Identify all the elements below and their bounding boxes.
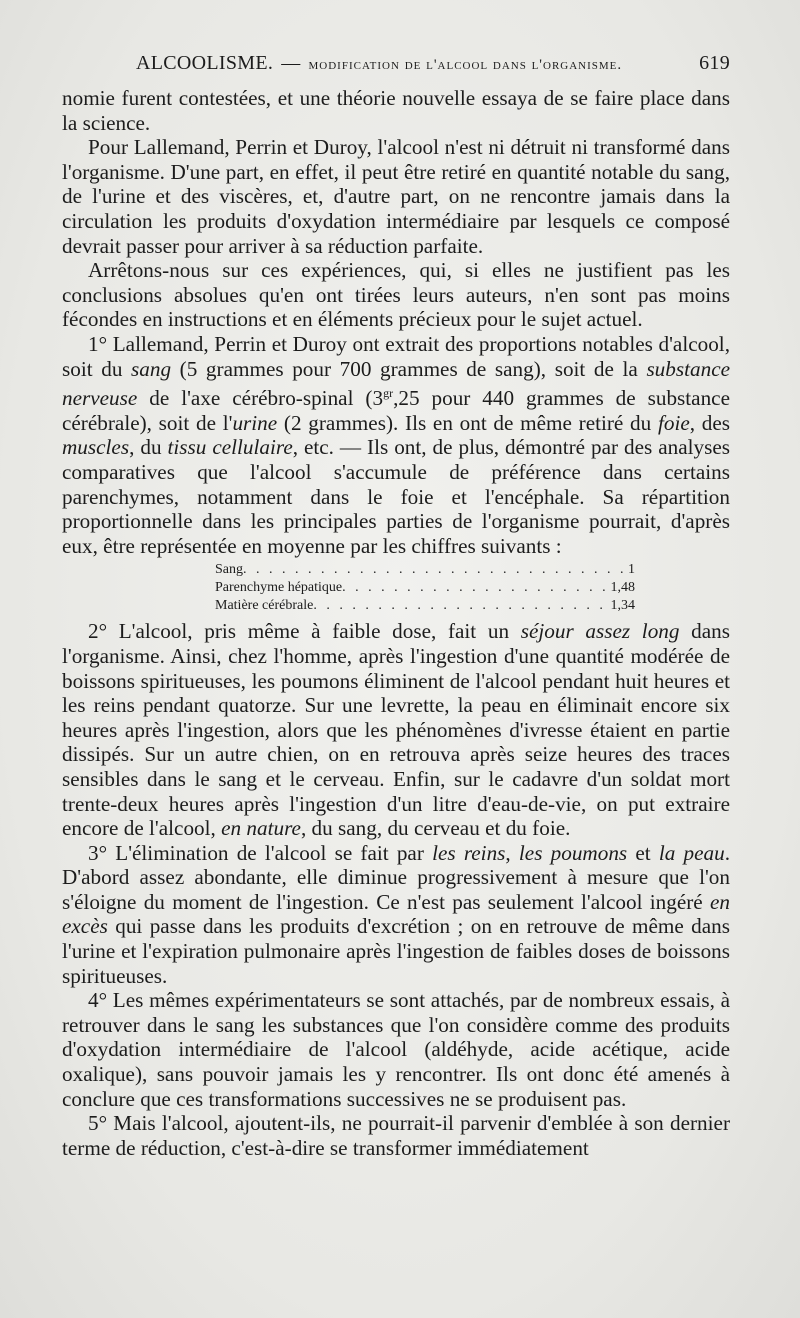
- emphasis-tissu-cellulaire: tissu cellulaire: [167, 435, 293, 460]
- paragraph-5-text: dans l'organisme. Ainsi, chez l'homme, après l'ingestion d'une quantité modérée de boissons spiritueuses, les poumons éliminent de l'alcool pendant huit heures et les reins pendant quatorze. Sur une levrette, la peau en éliminait encore six heures après l'ingestion, alors que les phénomènes d'ivresse étaient en partie dissipés. Sur un autre chien, on en retrouva après seize heures des traces sensibles dans le sang et le cerveau. Enfin, sur le cadavre d'un soldat mort trente-deux heures après l'ingestion d'un litre d'eau-de-vie, on put extraire encore de l'alcool,: [62, 619, 730, 841]
- table-row: [215, 561, 635, 579]
- paragraph-4-text: (2 grammes). Ils en ont de même retiré du: [277, 410, 658, 435]
- distribution-table: [62, 561, 730, 615]
- paragraph-4-text: , etc. — Ils ont, de plus, démontré par des analyses comparatives que l'alcool s'accumule de préférence dans certains parenchymes, notamment dans le foie et l'encéphale. Sa répartition proportionnelle dans les principales parties de l'organisme pourrait, d'après eux, être représentée en moyenne par les chiffres suivants :: [62, 435, 731, 558]
- paragraph-4-text: , du: [129, 435, 168, 460]
- running-header: [62, 52, 730, 84]
- paragraph-7: 4° Les mêmes expérimentateurs se sont attachés, par de nombreux essais, à retrouver dans le sang les substances que l'on considère comme des produits d'oxydation intermédiaire de l'alcool (aldéhyde, acide acétique, acide oxalique), sans pouvoir jamais les y rencontrer. Ils ont donc été amenés à conclure que ces transformations successives ne se produisent pas.: [62, 988, 730, 1111]
- leader-dots: [243, 561, 624, 579]
- paragraph-3: Arrêtons-nous sur ces expériences, qui, si elles ne justifient pas les conclusions absolues qu'en ont tirées leurs auteurs, n'en sont pas moins fécondes en instructions et en éléments précieux pour le sujet actuel.: [62, 258, 730, 332]
- body-text: [62, 86, 730, 1160]
- paragraph-6: [62, 841, 730, 989]
- paragraph-4-text: de l'axe cérébro-spinal (3: [137, 386, 384, 411]
- emphasis-peau: la peau: [658, 840, 725, 865]
- emphasis-foie: foie: [657, 410, 690, 435]
- paragraph-5-text: 2° L'alcool, pris même à faible dose, fait un: [88, 619, 521, 644]
- paragraph-4: [62, 332, 730, 558]
- header-subtitle: modification de l'alcool dans l'organisme.: [308, 57, 623, 73]
- paragraph-4-text: , des: [689, 410, 731, 435]
- paragraph-8: 5° Mais l'alcool, ajoutent-ils, ne pourrait-il parvenir d'emblée à son dernier terme de réduction, c'est-à-dire se transformer immédiatement: [62, 1111, 730, 1160]
- emphasis-muscles: muscles: [62, 435, 130, 460]
- paragraph-6-text: ,: [505, 840, 519, 865]
- emphasis-en-exces: en excès: [62, 889, 730, 939]
- paragraph-2: Pour Lallemand, Perrin et Duroy, l'alcool n'est ni détruit ni transformé dans l'organisme. D'une part, en effet, il peut être retiré en quantité notable du sang, de l'urine et des viscères, et, d'autre part, on ne rencontre jamais dans la circulation les produits d'oxydation intermédiaire par lesquels ce composé devrait passer pour arriver à sa réduction parfaite.: [62, 135, 730, 258]
- emphasis-en-nature: en nature: [221, 816, 301, 841]
- emphasis-reins: les reins: [432, 840, 506, 865]
- table-value: 1,48: [610, 580, 635, 596]
- paragraph-1: nomie furent contestées, et une théorie nouvelle essaya de se faire place dans la science.: [62, 86, 730, 135]
- unit-superscript: gr: [383, 386, 394, 401]
- paragraph-6-text: . D'abord assez abondante, elle diminue progressivement à mesure que l'on s'éloigne du moment de l'ingestion. Ce n'est pas seulement l'alcool ingéré: [62, 840, 731, 914]
- leader-dots: [313, 597, 606, 615]
- paragraph-6-text: qui passe dans les produits d'excrétion ; on en retrouve de même dans l'urine et l'expiration pulmonaire après l'ingestion de faibles doses de boissons spiritueuses.: [62, 914, 730, 988]
- table-label: Matière cérébrale: [215, 598, 314, 614]
- header-title: ALCOOLISME.: [136, 52, 274, 74]
- paragraph-4-text: 1° Lallemand, Perrin et Duroy ont extrait des proportions notables d'alcool, soit du: [62, 331, 730, 381]
- table-value: 1,34: [610, 598, 635, 614]
- paragraph-6-text: 3° L'élimination de l'alcool se fait par: [88, 840, 433, 865]
- leader-dots: [342, 579, 606, 597]
- page-number: 619: [699, 52, 730, 74]
- paragraph-5: [62, 619, 730, 840]
- header-dash: —: [281, 53, 301, 74]
- table-row: [215, 597, 635, 615]
- table-value: 1: [628, 562, 635, 578]
- paragraph-6-text: et: [627, 840, 659, 865]
- table-label: Parenchyme hépatique: [215, 580, 343, 596]
- emphasis-sejour: séjour assez long: [520, 619, 680, 644]
- emphasis-urine: urine: [232, 410, 278, 435]
- paragraph-4-text: ,25 pour 440 grammes de substance cérébrale), soit de l': [62, 386, 730, 435]
- emphasis-poumons: les poumons: [518, 840, 628, 865]
- emphasis-substance-nerveuse: substance nerveuse: [62, 356, 730, 411]
- table-label: Sang: [215, 562, 243, 578]
- table-row: [215, 579, 635, 597]
- paragraph-4-text: (5 grammes pour 700 grammes de sang), soit de la: [171, 356, 647, 381]
- paragraph-5-text: , du sang, du cerveau et du foie.: [300, 816, 571, 841]
- emphasis-sang: sang: [131, 356, 172, 381]
